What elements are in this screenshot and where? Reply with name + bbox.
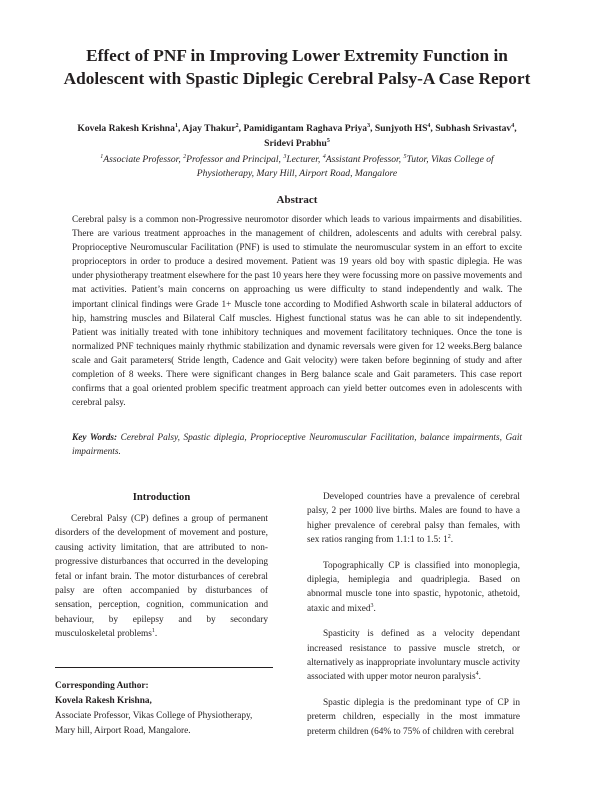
paper-title <box>20 44 574 90</box>
corresponding-name: Kovela Rakesh Krishna, <box>55 696 152 706</box>
paragraph-text: Topographically CP is classified into monoplegia, diplegia, hemiplegia and quadriplegia. Based on abnormal muscle tone into spastic, hypotonic, athetoid, ataxic and mixed <box>307 560 520 614</box>
paragraph-text: Cerebral Palsy (CP) defines a group of permanent disorders of the development of movement and posture, causing activity limitation, that are attributed to non-progressive disturbances that occurred in the developing fetal or infant brain. The motor disturbances of cerebral palsy are often accompanied by disturbances of sensation, perception, cognition, communication and behaviour, by epilepsy and by secondary musculoskeletal problems <box>55 514 268 640</box>
author-affiliation-mark: 4 <box>427 122 431 129</box>
citation-mark: 4 <box>475 671 479 678</box>
corresponding-author <box>55 679 295 739</box>
corresponding-affiliation: Associate Professor, Vikas College of Physiotherapy, <box>55 711 253 721</box>
paragraph-end: . <box>154 629 158 640</box>
author-list: Kovela Rakesh Krishna$^1$, Ajay Thakur$^2$, Pamidigantam Raghava Priya$^3$, Sunjyoth $HS^4$, Subhash Srivastav$^4$, Sridevi Prabhu$^5$ <box>77 122 517 149</box>
author: Pamidigantam Raghava Priya <box>243 123 368 134</box>
paragraph-text: Spastic diplegia is the predominant type of CP in preterm children, especially in the most immature preterm children (64% to 75% of children with cerebral <box>307 697 520 737</box>
title-line-1: Effect of PNF in Improving Lower Extremity Function in <box>86 46 508 65</box>
keywords-label: Key Words: <box>72 433 118 443</box>
paragraph-text: Spasticity is defined as a velocity dependant increased resistance to passive muscle stretch, or alternatively as inappropriate involuntary muscle activity associated with upper motor neuron paralysis <box>307 629 520 683</box>
corresponding-label: Corresponding Author: <box>55 681 149 691</box>
affiliation-mark: 5 <box>403 153 407 160</box>
paragraph-end: . <box>373 603 376 614</box>
author-affiliation-mark: 2 <box>235 122 239 129</box>
author: Ajay Thakur <box>182 123 236 134</box>
affiliation-text: Tutor, Vikas College of <box>406 154 494 165</box>
introduction-heading: Introduction <box>132 492 191 503</box>
paragraph-end: . <box>478 672 481 683</box>
affiliations <box>40 153 554 181</box>
affiliation-mark: 2 <box>183 153 187 160</box>
abstract-heading: Abstract <box>276 194 318 206</box>
author: Sridevi Prabhu <box>264 138 327 149</box>
corresponding-address: Mary hill, Airport Road, Mangalore. <box>55 726 191 736</box>
affiliation-mark: 3 <box>283 153 287 160</box>
keywords <box>72 431 522 459</box>
left-column <box>55 512 268 653</box>
affiliation-mark: 1 <box>100 153 104 160</box>
paragraph-end: . <box>450 535 454 546</box>
body-paragraph <box>307 559 520 617</box>
author-affiliation-mark: 4 <box>511 122 515 129</box>
author: Kovela Rakesh Krishna <box>77 123 175 134</box>
body-paragraph <box>307 627 520 685</box>
author: Sunjyoth HS <box>374 123 428 134</box>
affiliation-text: Physiotherapy, Mary Hill, Airport Road, Mangalore <box>196 168 398 179</box>
abstract-text: Cerebral palsy is a common non-Progressive neuromotor disorder which leads to various impairments and disabilities. There are various treatment approaches in the management of children, adolescents and adults with cerebral palsy. Proprioceptive Neuromuscular Facilitation (PNF) is used to stimulate the neuromuscular system in an effort to excite proprioceptors in order to produce a desired movement. Patient was 19 years old boy with spastic diplegia. He was under physiotherapy treatment elsewhere for the past 10 years here they were focussing more on passive movements and mat activities. Patient’s main concerns on approaching us were difficulty to stand independently and walk. The important clinical findings were Grade 1+ Muscle tone according to Modified Ashworth scale in bilateral adductors of hip, hamstring muscles and Bilateral Calf muscles. Highest functional status was he can able to sit independently. Patient was initially treated with tone inhibitory techniques and movement facilitatory techniques. Once the tone is normalized PNF techniques mainly rhythmic stabilization and dynamic reversals were given for 12 weeks.Berg balance scale and Gait parameters( Stride length, Cadence and Gait velocity) were taken before beginning of study and after completion of 8 weeks. There were significant changes in Berg balance scale and Gait parameters. This case report confirms that a goal oriented problem specific treatment approach can yield better outcomes even in adolescents with cerebral palsy. <box>72 215 522 409</box>
body-paragraph <box>307 490 520 548</box>
affiliation-text: Lecturer, <box>286 154 323 165</box>
citation-mark: 2 <box>447 534 451 541</box>
title-line-2: Adolescent with Spastic Diplegic Cerebral Palsy-A Case Report <box>63 69 531 88</box>
author-affiliation-mark: 3 <box>367 122 371 129</box>
citation-mark: 1 <box>151 628 155 635</box>
affiliation-text: Assistant Professor, <box>325 154 404 165</box>
footnote-divider <box>55 667 273 668</box>
paragraph-text: Developed countries have a prevalence of cerebral palsy, 2 per 1000 live births. Males are found to have a higher prevalence of cerebral palsy than females, with sex ratios ranging from 1.1:1 to 1.5: 1 <box>307 492 520 546</box>
affiliation-text: Professor and Principal, <box>186 154 284 165</box>
body-paragraph <box>307 696 520 739</box>
affiliation-mark: 4 <box>322 153 326 160</box>
author: Subhash Srivastav <box>435 123 512 134</box>
author-affiliation-mark: 5 <box>326 137 330 144</box>
keywords-text: Cerebral Palsy, Spastic diplegia, Proprioceptive Neuromuscular Facilitation, balance impairments, Gait impairments. <box>72 433 522 458</box>
citation-mark: 3 <box>370 602 374 609</box>
author-affiliation-mark: 1 <box>174 122 178 129</box>
affiliation-text: Associate Professor, <box>103 154 184 165</box>
right-column <box>307 490 520 750</box>
body-paragraph <box>55 512 268 642</box>
